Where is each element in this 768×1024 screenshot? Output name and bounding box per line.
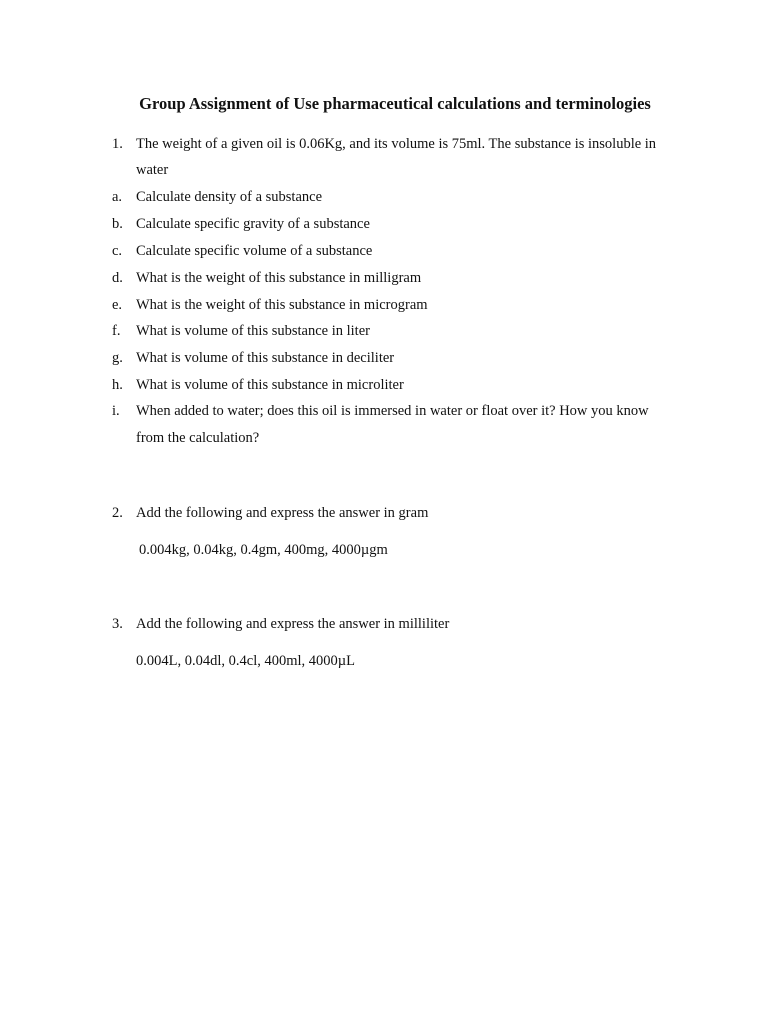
question-3-values: 0.004L, 0.04dl, 0.4cl, 400ml, 4000µL bbox=[136, 653, 355, 669]
question-2-text: Add the following and express the answer in gram bbox=[136, 505, 429, 521]
list-item-text: What is volume of this substance in microliter bbox=[136, 377, 404, 393]
list-item-text: Calculate specific gravity of a substance bbox=[136, 216, 370, 232]
list-item-letter: g. bbox=[112, 350, 123, 366]
list-item-letter: f. bbox=[112, 323, 121, 339]
list-item-letter: e. bbox=[112, 297, 123, 313]
question-1-text-line2: water bbox=[136, 162, 169, 178]
list-item-text: Calculate density of a substance bbox=[136, 189, 323, 205]
list-item-text: What is volume of this substance in liter bbox=[136, 323, 370, 339]
question-1-text-line1: The weight of a given oil is 0.06Kg, and its volume is 75ml. The substance is insoluble in bbox=[136, 136, 657, 152]
list-item-letter: d. bbox=[112, 270, 123, 286]
list-item-letter: b. bbox=[112, 216, 123, 232]
list-item-letter: a. bbox=[112, 189, 123, 205]
list-item-text: What is the weight of this substance in milligram bbox=[136, 270, 422, 286]
list-item-letter: i. bbox=[112, 403, 120, 419]
list-item-text: What is volume of this substance in deciliter bbox=[136, 350, 395, 366]
document-title: Group Assignment of Use pharmaceutical calculations and terminologies bbox=[139, 94, 651, 113]
question-1-number: 1. bbox=[112, 136, 123, 152]
question-2-number: 2. bbox=[112, 505, 123, 521]
list-item-text: Calculate specific volume of a substance bbox=[136, 243, 373, 259]
list-item-text: When added to water; does this oil is immersed in water or float over it? How you know bbox=[136, 403, 649, 419]
question-3-number: 3. bbox=[112, 616, 123, 632]
list-item-letter: h. bbox=[112, 377, 123, 393]
question-2-values: 0.004kg, 0.04kg, 0.4gm, 400mg, 4000µgm bbox=[139, 542, 388, 558]
question-3-text: Add the following and express the answer in milliliter bbox=[136, 616, 450, 632]
list-item-letter: c. bbox=[112, 243, 123, 259]
list-item-text: What is the weight of this substance in microgram bbox=[136, 297, 428, 313]
list-item-text: from the calculation? bbox=[136, 430, 260, 446]
